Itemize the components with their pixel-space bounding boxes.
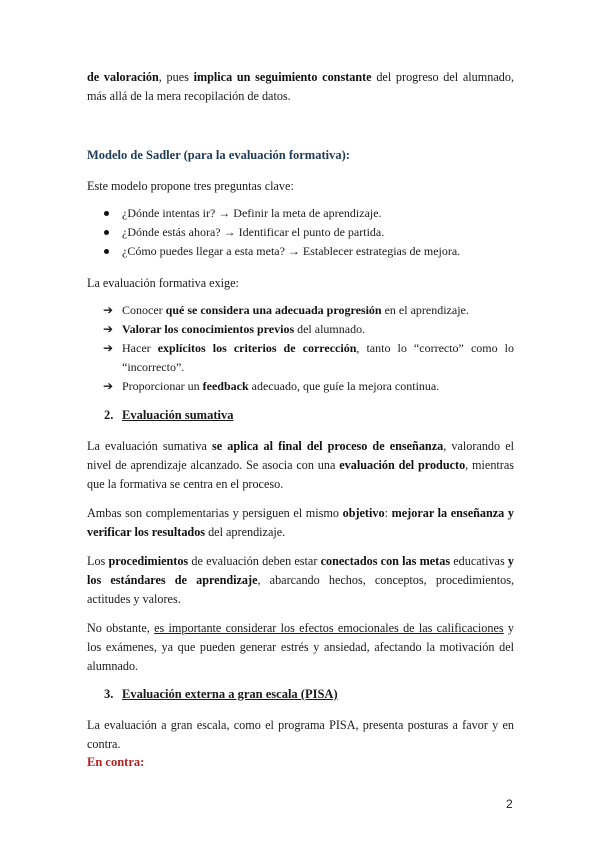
underlined-run: es importante considerar los efectos emocionales de las calificaciones	[154, 621, 504, 635]
formativa-requirements-list	[100, 301, 514, 396]
list-item	[100, 301, 514, 320]
page-number: 2	[506, 797, 513, 811]
formativa-lead: La evaluación formativa exige:	[87, 276, 239, 290]
text-run: educativas	[450, 554, 508, 568]
list-item	[100, 204, 460, 223]
intro-bold-b: implica un seguimiento constante	[193, 70, 372, 84]
sumativa-paragraph-3	[87, 552, 514, 609]
section-title: Evaluación externa a gran escala (PISA)	[122, 687, 338, 701]
section-title: Evaluación sumativa	[122, 408, 234, 422]
externa-heading	[104, 687, 338, 702]
bold-run: mejorar la enseñanza y verificar los resultados	[87, 506, 514, 539]
text-run: :	[384, 506, 392, 520]
item-bold: feedback	[202, 379, 249, 393]
text-run: Los	[87, 554, 109, 568]
text-run: , mientras que la formativa se centra en el proceso.	[87, 458, 515, 491]
question-text: ¿Dónde estás ahora? → Identificar el punto de partida.	[122, 225, 385, 239]
bullet-icon	[104, 249, 109, 254]
bold-run: evaluación del producto	[339, 458, 466, 472]
sadler-heading: Modelo de Sadler (para la evaluación formativa):	[87, 148, 350, 162]
item-post: adecuado, que guíe la mejora continua.	[248, 379, 440, 393]
list-item	[100, 242, 460, 261]
question-text: ¿Cómo puedes llegar a esta meta? → Establecer estrategias de mejora.	[122, 244, 461, 258]
item-pre: Proporcionar un	[122, 379, 203, 393]
list-item	[100, 320, 514, 339]
text-run: No obstante,	[87, 621, 155, 635]
question-text: ¿Dónde intentas ir? → Definir la meta de aprendizaje.	[122, 206, 382, 220]
sumativa-paragraph-1	[87, 437, 514, 494]
item-post: en el aprendizaje.	[381, 303, 469, 317]
text-run: La evaluación sumativa	[87, 439, 212, 453]
sadler-lead: Este modelo propone tres preguntas clave:	[87, 179, 294, 193]
intro-text-b: del progreso del alumnado, más allá de la mera recopilación de datos.	[87, 70, 514, 103]
item-pre: Conocer	[122, 303, 166, 317]
intro-bold-a: de valoración	[87, 70, 159, 84]
bold-run: objetivo	[342, 506, 385, 520]
externa-paragraph-1: La evaluación a gran escala, como el programa PISA, presenta posturas a favor y en contra.	[87, 718, 514, 751]
bold-run: se aplica al final del proceso de enseñanza	[211, 439, 444, 453]
arrow-right-icon: ➔	[103, 322, 114, 336]
sumativa-heading	[104, 408, 233, 423]
list-item	[100, 339, 514, 377]
bold-run: y los estándares de aprendizaje	[87, 554, 515, 587]
text-run: y los exámenes, ya que pueden generar estrés y ansiedad, afectando la motivación del alumnado.	[87, 621, 515, 673]
intro-text-a: , pues	[158, 70, 194, 84]
item-post: , tanto lo “correcto” como lo “incorrecto”.	[122, 341, 515, 374]
section-number: 2.	[104, 408, 114, 422]
sadler-questions-list	[100, 204, 460, 261]
sumativa-paragraph-2	[87, 504, 514, 542]
sumativa-paragraph-4	[87, 619, 514, 676]
en-contra-heading: En contra:	[87, 755, 145, 769]
text-run: Ambas son complementarias y persiguen el mismo	[87, 506, 343, 520]
item-bold: Valorar los conocimientos previos	[122, 322, 295, 336]
item-bold: explícitos los criterios de corrección	[157, 341, 357, 355]
item-bold: qué se considera una adecuada progresión	[165, 303, 382, 317]
text-run: , abarcando hechos, conceptos, procedimientos, actitudes y valores.	[87, 573, 514, 606]
list-item	[100, 223, 460, 242]
text-run: , valorando el nivel de aprendizaje alcanzado. Se asocia con una	[87, 439, 515, 472]
list-item	[100, 377, 514, 396]
bold-run: conectados con las metas	[320, 554, 451, 568]
section-number: 3.	[104, 687, 114, 701]
bullet-icon	[104, 230, 109, 235]
bold-run: procedimientos	[108, 554, 189, 568]
item-post: del alumnado.	[294, 322, 366, 336]
text-run: de evaluación deben estar	[188, 554, 321, 568]
arrow-right-icon: ➔	[103, 341, 114, 355]
arrow-right-icon: ➔	[103, 379, 114, 393]
bullet-icon	[104, 211, 109, 216]
intro-paragraph	[87, 68, 514, 106]
text-run: del aprendizaje.	[205, 525, 286, 539]
item-pre: Hacer	[122, 341, 158, 355]
arrow-right-icon: ➔	[103, 303, 114, 317]
